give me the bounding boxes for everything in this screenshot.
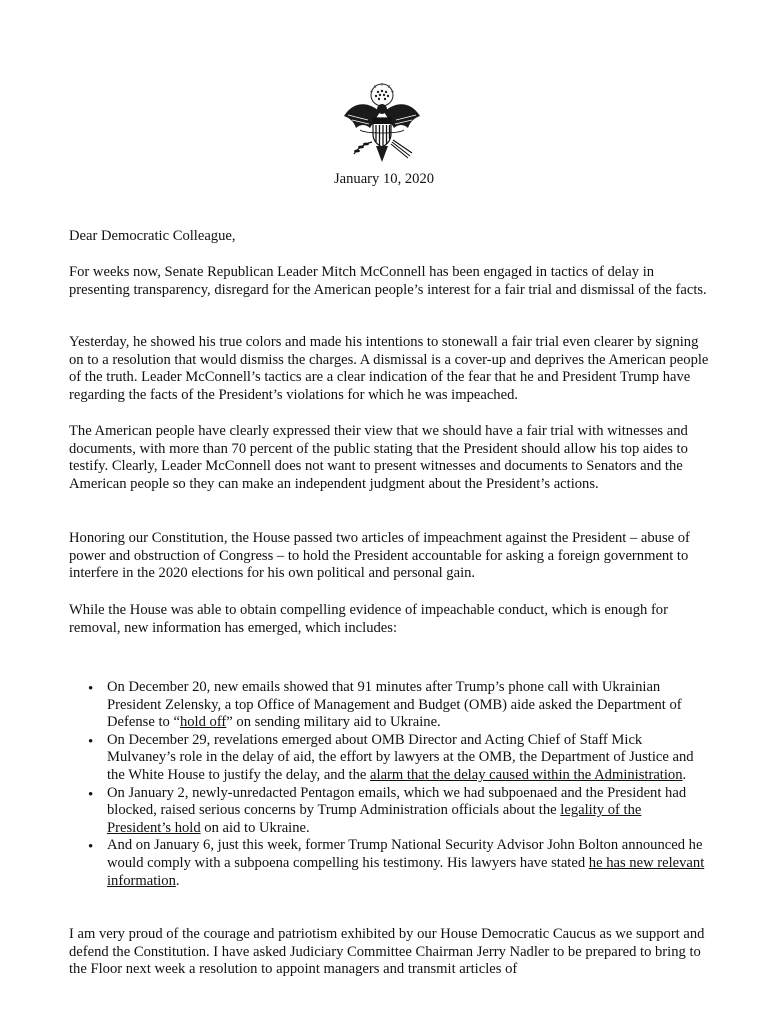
paragraph-new-information: While the House was able to obtain compelling evidence of impeachable conduct, which is enough for removal, new information has emerged, which includes: [69,602,668,636]
bullet-icon: • [88,681,94,697]
alarm-delay-link[interactable]: alarm that the delay caused within the Administration [370,766,683,783]
new-relevant-information-link[interactable]: he has new relevant information [107,854,705,889]
paragraph-caucus-pride: I am very proud of the courage and patriotism exhibited by our House Democratic Caucus as we support and defend the Constitution. I have asked Judiciary Committee Chairman Jerry Nadler to be prepared to bring to the Floor next week a resolution to appoint managers and transmit articles of [69,926,705,978]
paragraph-articles-of-impeachment: Honoring our Constitution, the House passed two articles of impeachment against the President – abuse of power and obstruction of Congress – to hold the President accountable for asking a foreign government to interfere in the 2020 elections for his own political and personal gain. [69,530,690,582]
letter-date: January 10, 2020 [333,171,435,187]
bullet-icon: • [88,839,94,856]
paragraph-fair-trial: The American people have clearly expressed their view that we should have a fair trial with witnesses and documents, with more than 70 percent of the public stating that the President should allow his top aides to testify. Clearly, Leader McConnell does not want to present witnesses and documents to Senators and the American people so they can make an independent judgment about the President’s actions. [69,423,688,492]
list-item: • And on January 6, just this week, former Trump National Security Advisor John Bolton announced he would comply with a subpoena compelling his testimony. His lawyers have stated he has new relevant information. [88,837,705,889]
salutation: Dear Democratic Colleague, [69,228,236,244]
legality-hold-link[interactable]: legality of the President’s hold [107,802,642,836]
bullet-icon: • [88,786,94,803]
eagle-seal-icon [340,82,424,168]
new-information-list [88,679,708,890]
list-item: • On December 20, new emails showed that 91 minutes after Trump’s phone call with Ukrainian President Zelensky, a top Office of Management and Budget (OMB) aide asked the Department of Defense to “hold off” on sending military aid to Ukraine. [88,679,682,731]
paragraph-mcconnell-delay: For weeks now, Senate Republican Leader Mitch McConnell has been engaged in tactics of delay in presenting transparency, disregard for the American people’s interest for a fair trial and dismissal of the facts. [69,264,707,298]
list-item: • On December 29, revelations emerged about OMB Director and Acting Chief of Staff Mick Mulvaney’s role in the delay of aid, the effort by lawyers at the OMB, the Department of Justice and the White House to justify the delay, and the alarm that the delay caused within the Administration. [88,731,694,783]
bullet-icon: • [88,733,94,750]
paragraph-stonewall: Yesterday, he showed his true colors and made his intentions to stonewall a fair trial even clearer by signing on to a resolution that would dismiss the charges. A dismissal is a cover-up and deprives the American people of the truth. Leader McConnell’s tactics are a clear indication of the fear that he and President Trump have regarding the facts of the President’s violations for which he was impeached. [69,334,709,403]
list-item: • On January 2, newly-unredacted Pentagon emails, which we had subpoenaed and the President had blocked, raised serious concerns by Trump Administration officials about the legality of the President’s hold on aid to Ukraine. [88,784,687,836]
hold-off-link[interactable]: hold off [179,714,227,731]
